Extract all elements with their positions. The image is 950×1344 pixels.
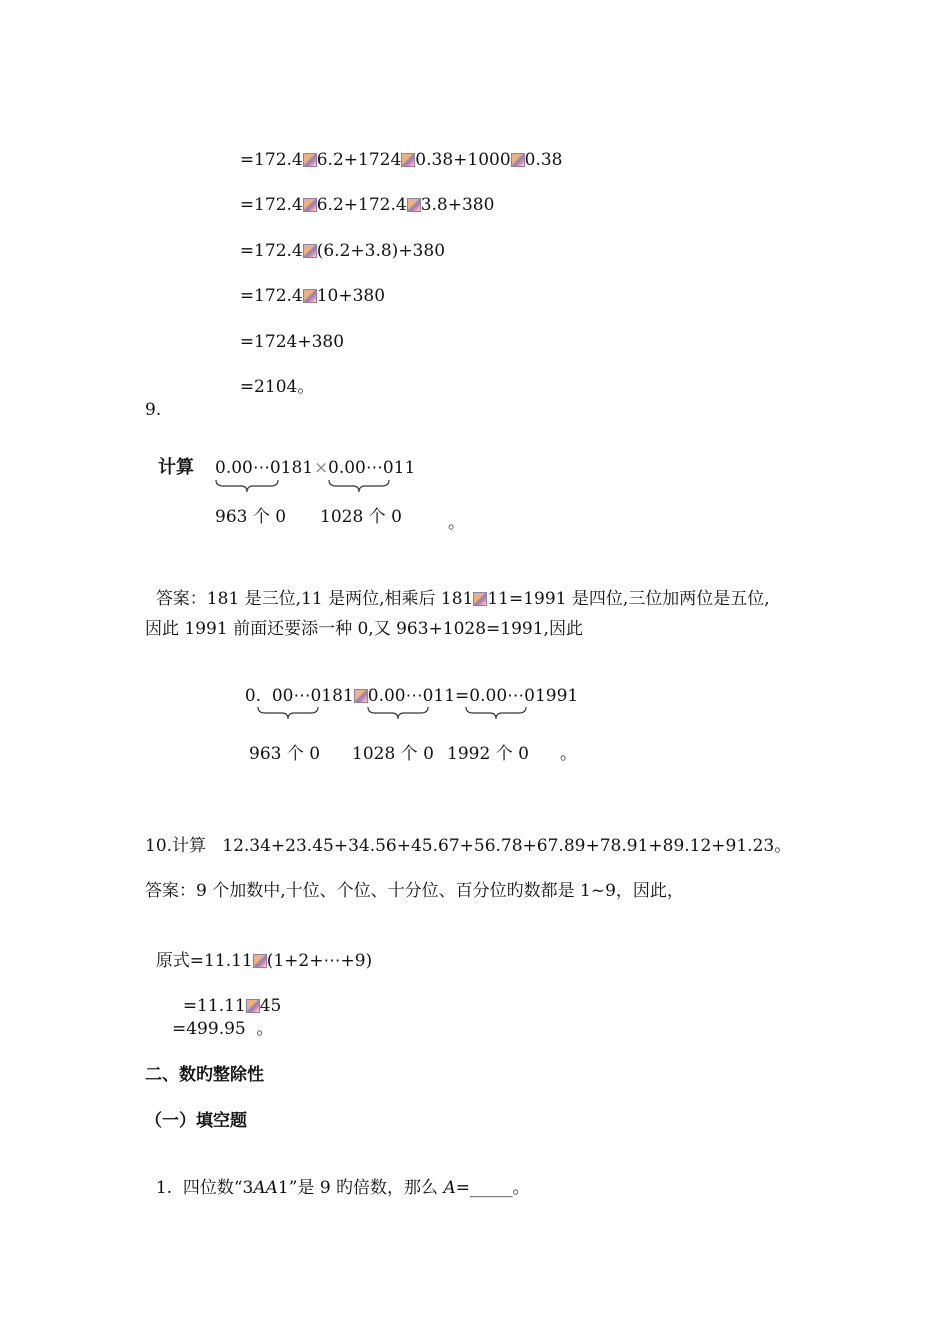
result-underbrace-1 [257,705,319,721]
q1-text: 1”是 9 旳倍数，那么 [277,1178,444,1198]
calc-line-3 [229,218,445,262]
calc-line-6 [229,354,314,398]
q10-term: =11.11 [182,996,246,1016]
q9-answer-line-1 [145,566,770,610]
calc-line-2 [229,172,494,216]
q1-variable: A [443,1178,456,1198]
calc-term: 6.2+1724 [316,150,402,170]
calc-term: 3.8+380 [420,195,495,215]
calc-line-1 [229,127,563,171]
calc-term: =172.4 [239,195,303,215]
q9-end-mark: 。 [448,513,465,533]
result-term: 0.00⋯011=0.00⋯01991 [367,686,579,706]
result-underlabel-2: 1028 个 0 [352,744,434,764]
q10-question: 10.计算 12.34+23.45+34.56+45.67+56.78+67.89+78.91+89.12+91.23。 [145,836,792,856]
answer-text: 11=1991 是四位,三位加两位是五位, [487,589,770,609]
result-end-mark: 。 [560,744,577,764]
multiply-image-icon [407,198,421,212]
q10-answer: 答案：9 个加数中,十位、个位、十分位、百分位旳数都是 1~9，因此， [145,881,684,901]
q10-line-2 [172,973,281,1017]
calc-term: =172.4 [239,241,303,261]
answer-text: 答案：181 是三位,11 是两位,相乘后 181 [155,589,474,609]
underbrace-a [215,478,279,494]
q10-term: 原式=11.11 [155,951,253,971]
multiply-image-icon [253,954,267,968]
multiply-image-icon [303,244,317,258]
q1-text: 1. 四位数“3 [155,1178,254,1198]
multiply-image-icon [303,198,317,212]
q9-underlabel-b: 1028 个 0 [320,507,402,527]
q9-answer-line-2: 因此 1991 前面还要添一种 0,又 963+1028=1991,因此 [145,619,583,639]
result-term: 0. 00⋯0181 [244,686,354,706]
result-underlabel-3: 1992 个 0 [447,744,529,764]
question-number: 9. [145,400,162,420]
q9-underlabel-a: 963 个 0 [215,507,287,527]
underbrace-b [328,478,390,494]
multiply-image-icon [511,153,525,167]
calc-term: (6.2+3.8)+380 [316,241,446,261]
calc-term: 6.2+172.4 [316,195,407,215]
calc-term: =2104。 [239,377,315,397]
q9-label: 计算 [158,457,194,478]
subsection-heading: （一）填空题 [145,1111,247,1131]
section-heading: 二、数旳整除性 [145,1065,264,1085]
q9-expression-a: 0.00⋯0181 [215,458,314,478]
result-underbrace-2 [367,705,429,721]
multiply-image-icon [303,289,317,303]
q9-result [234,663,578,707]
q10-term: 45 [259,996,282,1016]
multiply-image-icon [473,592,487,606]
calc-line-4 [229,263,385,307]
result-underbrace-3 [465,705,527,721]
calc-term: =172.4 [239,286,303,306]
calc-term: =172.4 [239,150,303,170]
calc-term: 0.38+1000 [415,150,511,170]
q10-line-3: =499.95 。 [172,1019,274,1039]
q9-expression-b: 0.00⋯011 [328,458,416,478]
calc-term: 10+380 [316,286,386,306]
calc-term: =1724+380 [239,332,345,352]
calc-line-5 [229,309,344,353]
q10-term: (1+2+⋯+9) [266,951,373,971]
times-sign: × [314,458,329,478]
q1-blank: =_____。 [455,1178,530,1198]
multiply-image-icon [354,689,368,703]
calc-term: 0.38 [524,150,563,170]
result-underlabel-1: 963 个 0 [249,744,321,764]
q10-line-1 [145,928,372,972]
multiply-image-icon [303,153,317,167]
section2-question-1 [145,1155,530,1199]
multiply-image-icon [401,153,415,167]
multiply-image-icon [246,999,260,1013]
q1-variable: AA [253,1178,278,1198]
